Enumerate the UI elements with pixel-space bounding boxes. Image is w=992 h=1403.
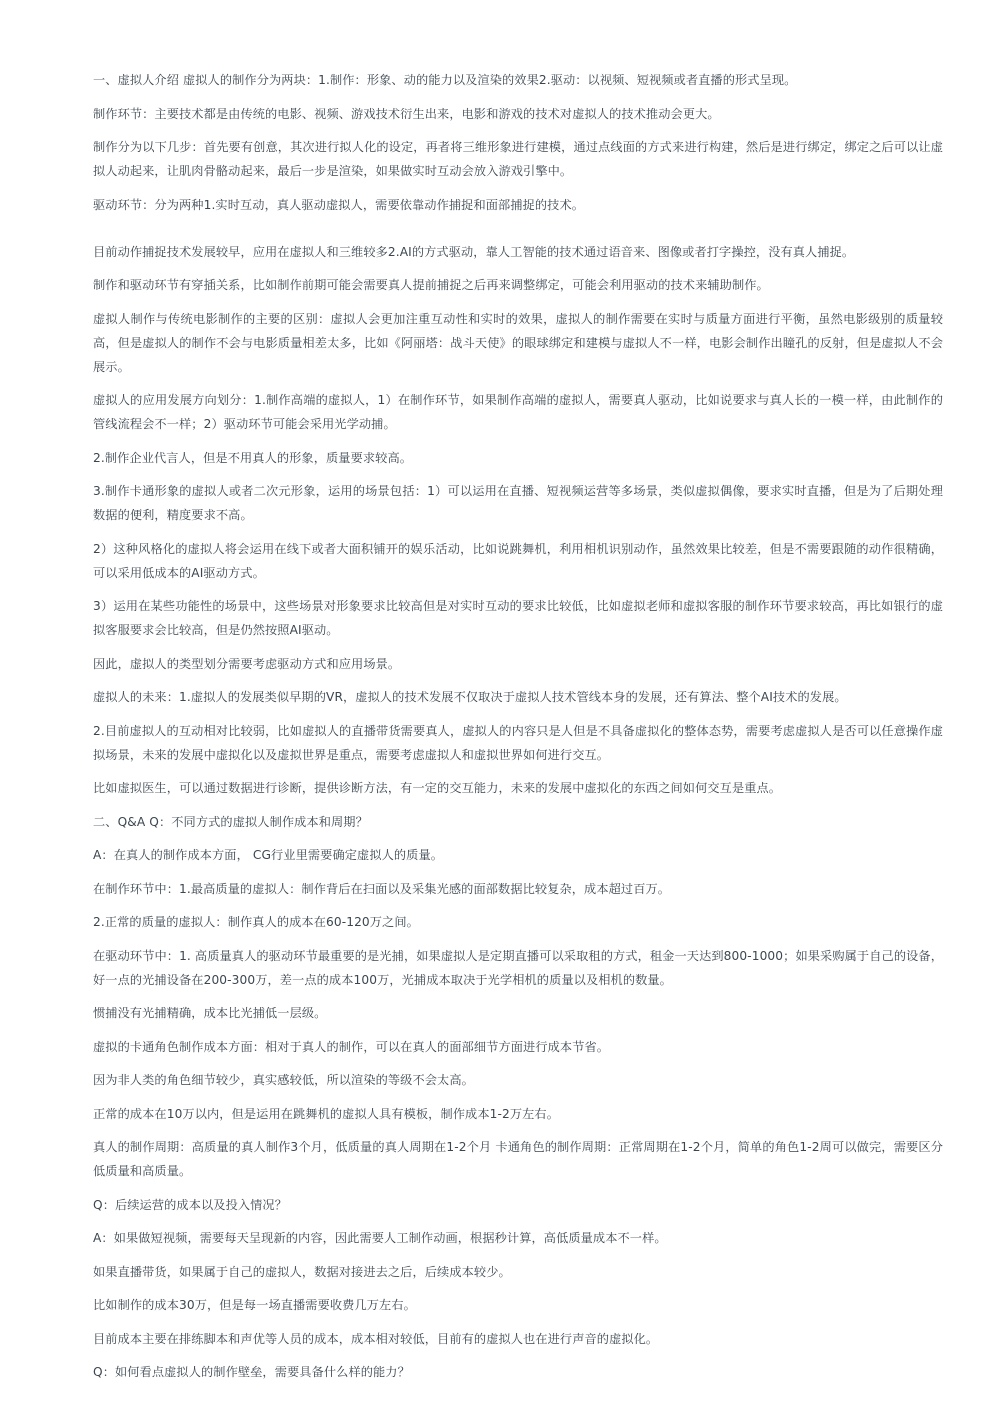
paragraph-short-video-cost: A：如果做短视频，需要每天呈现新的内容，因此需要人工制作动画，根据秒计算，高低质量成本不一样。 xyxy=(93,1231,667,1245)
paragraph-qa-cost-answer: A：在真人的制作成本方面， CG行业里需要确定虚拟人的质量。 xyxy=(93,848,444,862)
paragraph-qa-barrier-question: Q：如何看点虚拟人的制作壁垒，需要具备什么样的能力？ xyxy=(93,1365,410,1379)
paragraph-normal-cost: 正常的成本在10万以内，但是运用在跳舞机的虚拟人具有模板，制作成本1-2万左右。 xyxy=(93,1106,559,1121)
paragraph-production-cycle: 真人的制作周期：高质量的真人制作3个月，低质量的真人周期在1-2个月 卡通角色的制作周期：正常周期在1-2个月，简单的角色1-2周可以做完，需要区分低质量和高质量。 xyxy=(93,1140,943,1178)
paragraph-driving-cost: 在驱动环节中：1. 高质量真人的驱动环节最重要的是光捕，如果虚拟人是定期直播可以采取租的方式，租金一天达到800-1000；如果采购属于自己的设备，好一点的光捕设备在200-300万，差一点的成本100万，光捕成本取决于光学相机的质量以及相机的数量。 xyxy=(93,948,943,987)
paragraph-type-classification: 因此，虚拟人的类型划分需要考虑驱动方式和应用场景。 xyxy=(93,656,401,671)
paragraph-film-difference: 虚拟人制作与传统电影制作的主要的区别：虚拟人会更加注重互动性和实时的效果，虚拟人的制作需要在实时与质量方面进行平衡，虽然电影级别的质量较高，但是虚拟人的制作不会与电影质量相差太多，比如《阿丽塔：战斗天使》的眼球绑定和建模与虚拟人不一样，电影会制作出瞳孔的反射，但是虚拟人不会展示。 xyxy=(93,311,943,374)
paragraph-future-vr: 虚拟人的未来：1.虚拟人的发展类似早期的VR，虚拟人的技术发展不仅取决于虚拟人技术管线本身的发展，还有算法、整个AI技术的发展。 xyxy=(93,690,847,704)
paragraph-motion-capture: 目前动作捕捉技术发展较早，应用在虚拟人和三维较多2.AI的方式驱动，靠人工智能的技术通过语音来、图像或者打字操控，没有真人捕捉。 xyxy=(93,244,855,259)
paragraph-current-cost: 目前成本主要在排练脚本和声优等人员的成本，成本相对较低，目前有的虚拟人也在进行声音的虚拟化。 xyxy=(93,1331,659,1346)
paragraph-nonhuman-detail: 因为非人类的角色细节较少，真实感较低，所以渲染的等级不会太高。 xyxy=(93,1073,474,1087)
paragraph-application-direction: 虚拟人的应用发展方向划分：1.制作高端的虚拟人，1）在制作环节，如果制作高端的虚拟人，需要真人驱动，比如说要求与真人长的一模一样，由此制作的管线流程会不一样；2）驱动环节可能会采用光学动捕。 xyxy=(93,393,943,431)
paragraph-production-driving-relation: 制作和驱动环节有穿插关系，比如制作前期可能会需要真人提前捕捉之后再来调整绑定，可能会利用驱动的技术来辅助制作。 xyxy=(93,278,769,292)
paragraph-virtual-doctor: 比如虚拟医生，可以通过数据进行诊断，提供诊断方法，有一定的交互能力，未来的发展中虚拟化的东西之间如何交互是重点。 xyxy=(93,781,782,795)
paragraph-qa-operation-question: Q：后续运营的成本以及投入情况？ xyxy=(93,1197,288,1212)
paragraph-livestream-cost: 如果直播带货，如果属于自己的虚拟人，数据对接进去之后，后续成本较少。 xyxy=(93,1264,511,1279)
paragraph-cartoon-cost: 虚拟的卡通角色制作成本方面：相对于真人的制作，可以在真人的面部细节方面进行成本节省。 xyxy=(93,1039,610,1054)
paragraph-production-steps: 制作分为以下几步：首先要有创意，其次进行拟人化的设定，再者将三维形象进行建模，通过点线面的方式来进行构建，然后是进行绑定，绑定之后可以让虚拟人动起来，让肌肉骨骼动起来，最后一步是渲染，如果做实时互动会放入游戏引擎中。 xyxy=(93,140,943,178)
paragraph-stylized-avatar: 2）这种风格化的虚拟人将会运用在线下或者大面积铺开的娱乐活动，比如说跳舞机，利用相机识别动作，虽然效果比较差，但是不需要跟随的动作很精确，可以采用低成本的AI驱动方式。 xyxy=(93,541,943,580)
document-body xyxy=(93,68,943,1394)
paragraph-intro: 一、虚拟人介绍 虚拟人的制作分为两块：1.制作：形象、动的能力以及渲染的效果2.驱动：以视频、短视频或者直播的形式呈现。 xyxy=(93,73,797,87)
paragraph-top-quality-cost: 在制作环节中：1.最高质量的虚拟人：制作背后在扫面以及采集光感的面部数据比较复杂，成本超过百万。 xyxy=(93,881,671,896)
paragraph-cartoon-avatar: 3.制作卡通形象的虚拟人或者二次元形象，运用的场景包括：1）可以运用在直播、短视频运营等多场景，类似虚拟偶像，要求实时直播，但是为了后期处理数据的便利，精度要求不高。 xyxy=(93,484,943,522)
paragraph-cost-example: 比如制作的成本30万，但是每一场直播需要收费几万左右。 xyxy=(93,1298,416,1312)
paragraph-inertial-capture: 惯捕没有光捕精确，成本比光捕低一层级。 xyxy=(93,1006,327,1020)
paragraph-corporate-spokesperson: 2.制作企业代言人，但是不用真人的形象，质量要求较高。 xyxy=(93,450,413,465)
paragraph-future-interaction: 2.目前虚拟人的互动相对比较弱，比如虚拟人的直播带货需要真人，虚拟人的内容只是人但是不具备虚拟化的整体态势，需要考虑虚拟人是否可以任意操作虚拟场景，未来的发展中虚拟化以及虚拟世界是重点，需要考虑虚拟人和虚拟世界如何进行交互。 xyxy=(93,723,943,762)
paragraph-qa-cost-question: 二、Q&A Q：不同方式的虚拟人制作成本和周期？ xyxy=(93,814,368,829)
paragraph-driving-stage: 驱动环节：分为两种1.实时互动，真人驱动虚拟人，需要依靠动作捕捉和面部捕捉的技术。 xyxy=(93,197,585,212)
paragraph-functional-scenes: 3）运用在某些功能性的场景中，这些场景对形象要求比较高但是对实时互动的要求比较低，比如虚拟老师和虚拟客服的制作环节要求较高，再比如银行的虚拟客服要求会比较高，但是仍然按照AI驱动。 xyxy=(93,599,943,637)
paragraph-normal-quality-cost: 2.正常的质量的虚拟人：制作真人的成本在60-120万之间。 xyxy=(93,915,419,929)
paragraph-production-stage: 制作环节：主要技术都是由传统的电影、视频、游戏技术衍生出来，电影和游戏的技术对虚拟人的技术推动会更大。 xyxy=(93,106,720,121)
